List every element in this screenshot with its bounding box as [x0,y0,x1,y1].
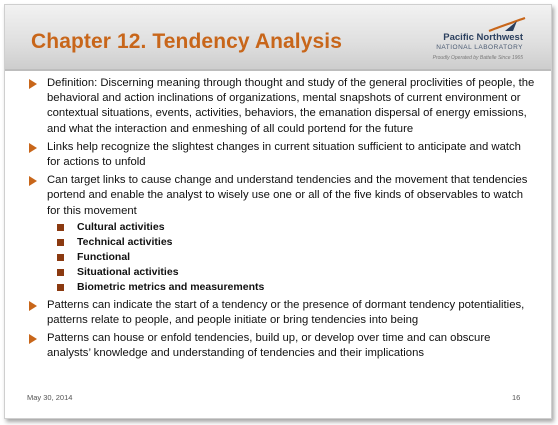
logo-subtitle: NATIONAL LABORATORY [436,44,523,51]
slide-content [25,76,535,365]
bullet-triangle-icon [29,334,37,344]
bullet-text: Definition: Discerning meaning through thought and study of the general proclivities of people, the behavioral and action inclinations of organizations, mental snapshots of current environment or contextual situations, events, activities, behaviors, the emanation dispersal of energy emissions, and what the interaction and enmeshing of all could portend for the future [47,77,535,135]
square-bullet-icon [57,269,64,276]
bullet-text: Links help recognize the slightest changes in current situation sufficient to anticipate and watch for actions to unfold [47,140,521,169]
bullet-definition [25,76,535,137]
sub-item-cultural [25,220,535,235]
sub-item-text: Technical activities [77,235,173,248]
sub-item-biometric [25,280,535,295]
square-bullet-icon [57,239,64,246]
bullet-triangle-icon [29,301,37,311]
logo-swoosh-icon [487,17,527,33]
square-bullet-icon [57,224,64,231]
bullet-triangle-icon [29,79,37,89]
bullet-text: Patterns can indicate the start of a tendency or the presence of dormant tendency potentialities, patterns relate to people, and people initiate or bring tendencies into being [47,298,525,327]
logo-name: Pacific Northwest [443,32,523,43]
sub-item-text: Functional [77,250,131,263]
bullet-text: Can target links to cause change and understand tendencies and the movement that tendencies portend and enable the analyst to wisely use one or all of the five kinds of observables to watch for this movement [47,174,528,217]
sub-item-situational [25,265,535,280]
logo-tagline: Proudly Operated by Battelle Since 1965 [432,55,523,61]
sub-item-text: Cultural activities [77,220,165,233]
header-divider [5,69,551,71]
square-bullet-icon [57,254,64,261]
bullet-patterns-house [25,331,535,361]
slide-title: Chapter 12. Tendency Analysis [31,30,343,53]
pnnl-logo [421,17,529,65]
bullet-text: Patterns can house or enfold tendencies, build up, or develop over time and can obscure analysts’ knowledge and understanding of tendencies and their implications [47,332,491,360]
bullet-triangle-icon [29,176,37,186]
bullet-links-recognize [25,140,535,170]
footer-page-number: 16 [512,393,521,402]
slide-frame [4,4,552,419]
sub-item-text: Situational activities [77,265,179,278]
square-bullet-icon [57,284,64,291]
footer-date: May 30, 2014 [27,393,73,402]
sub-item-functional [25,250,535,265]
bullet-triangle-icon [29,143,37,153]
bullet-patterns-indicate [25,298,535,328]
observables-list [25,220,535,295]
bullet-target-links [25,173,535,219]
sub-item-text: Biometric metrics and measurements [77,280,265,293]
sub-item-technical [25,235,535,250]
